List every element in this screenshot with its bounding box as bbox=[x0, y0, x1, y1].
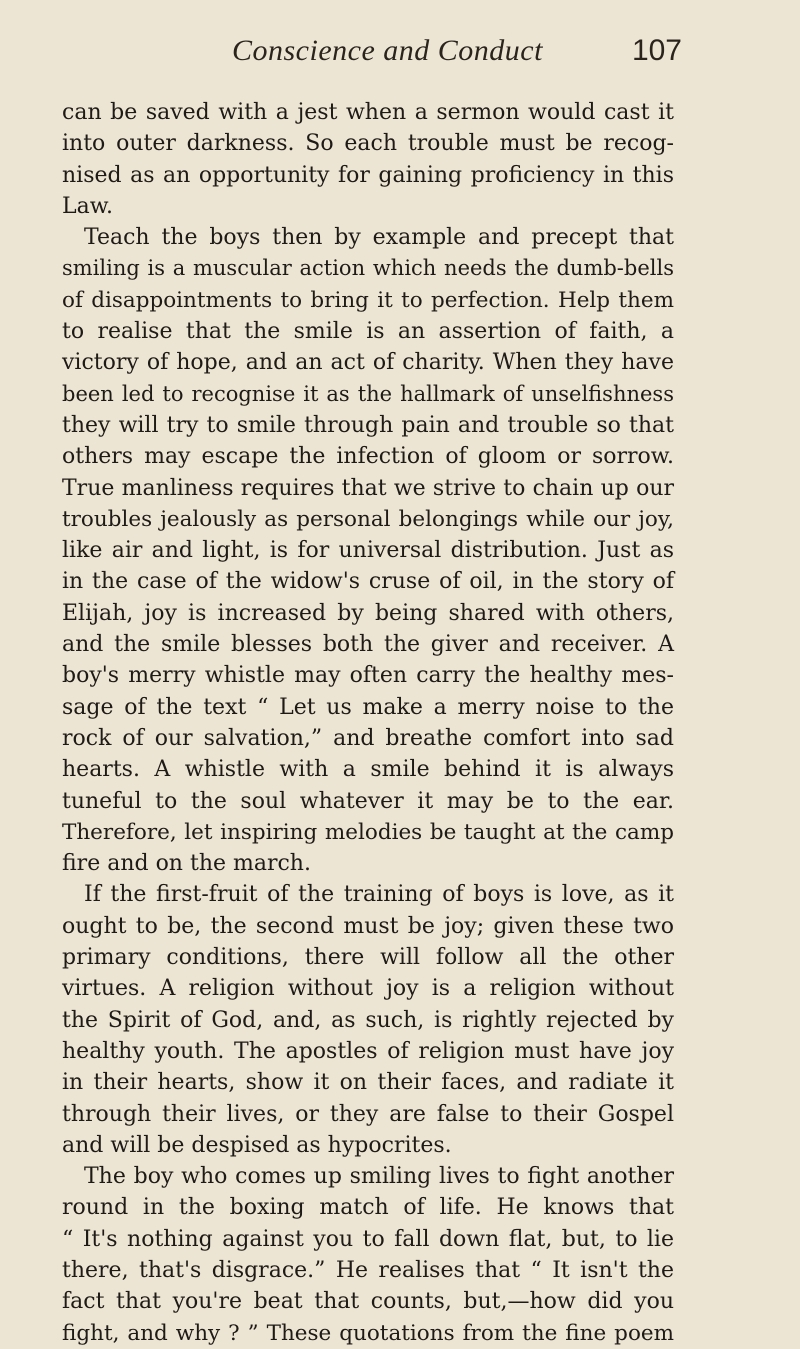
text-line: fact that you're beat that counts, but,—how did you bbox=[62, 1289, 674, 1315]
text-line: like air and light, is for universal distribution. Just as bbox=[62, 538, 674, 564]
text-line: to realise that the smile is an assertion of faith, a bbox=[62, 319, 674, 345]
text-line: healthy youth. The apostles of religion must have joy bbox=[62, 1038, 674, 1064]
text-line: of disappointments to bring it to perfection. Help them bbox=[62, 287, 674, 313]
text-line: through their lives, or they are false to their Gospel bbox=[62, 1101, 674, 1127]
text-line: True manliness requires that we strive to chain up our bbox=[62, 475, 674, 501]
running-title: Conscience and Conduct bbox=[232, 34, 543, 67]
text-line: into outer darkness. So each trouble must be recog- bbox=[62, 131, 674, 157]
text-line: hearts. A whistle with a smile behind it is always bbox=[62, 757, 674, 783]
text-line: been led to recognise it as the hallmark of unselfishness bbox=[62, 381, 674, 406]
text-line: virtues. A religion without joy is a religion without bbox=[62, 976, 674, 1002]
text-line: “ It's nothing against you to fall down flat, but, to lie bbox=[62, 1226, 674, 1252]
text-line: can be saved with a jest when a sermon would cast it bbox=[62, 100, 674, 125]
text-line: fight, and why ? ” These quotations from the fine poem bbox=[62, 1320, 674, 1346]
text-line: boy's merry whistle may often carry the healthy mes- bbox=[62, 663, 674, 689]
text-line: Law. bbox=[62, 193, 113, 219]
text-line: and will be despised as hypocrites. bbox=[62, 1132, 452, 1158]
text-line: primary conditions, there will follow all the other bbox=[62, 945, 674, 971]
text-line: victory of hope, and an act of charity. When they have bbox=[62, 350, 674, 376]
text-line: in their hearts, show it on their faces, and radiate it bbox=[62, 1070, 674, 1096]
text-line: there, that's disgrace.” He realises that “ It isn't the bbox=[62, 1257, 674, 1283]
text-line: Teach the boys then by example and precept that bbox=[84, 225, 674, 251]
text-line: nised as an opportunity for gaining proficiency in this bbox=[62, 162, 674, 188]
text-line: sage of the text “ Let us make a merry noise to the bbox=[62, 694, 674, 720]
text-line: fire and on the march. bbox=[62, 851, 311, 877]
text-line: others may escape the infection of gloom or sorrow. bbox=[62, 444, 674, 470]
text-line: troubles jealously as personal belongings while our joy, bbox=[62, 506, 674, 532]
text-line: and the smile blesses both the giver and receiver. A bbox=[62, 632, 674, 658]
running-head bbox=[232, 34, 682, 74]
text-line: they will try to smile through pain and trouble so that bbox=[62, 412, 674, 438]
page-number: 107 bbox=[631, 34, 682, 67]
text-line: tuneful to the soul whatever it may be to the ear. bbox=[62, 788, 674, 814]
text-line: rock of our salvation,” and breathe comfort into sad bbox=[62, 725, 674, 751]
text-line: Therefore, let inspiring melodies be taught at the camp bbox=[62, 819, 674, 845]
text-line: If the first-fruit of the training of boys is love, as it bbox=[84, 882, 674, 908]
text-line: ought to be, the second must be joy; given these two bbox=[62, 913, 674, 939]
text-line: Elijah, joy is increased by being shared with others, bbox=[62, 600, 674, 626]
text-line: round in the boxing match of life. He knows that bbox=[62, 1195, 674, 1221]
text-line: in the case of the widow's cruse of oil, in the story of bbox=[62, 569, 674, 595]
text-line: The boy who comes up smiling lives to fight another bbox=[84, 1164, 674, 1190]
body-text bbox=[62, 97, 674, 1349]
text-line: the Spirit of God, and, as such, is rightly rejected by bbox=[62, 1007, 674, 1033]
text-line: smiling is a muscular action which needs the dumb-bells bbox=[62, 256, 674, 281]
